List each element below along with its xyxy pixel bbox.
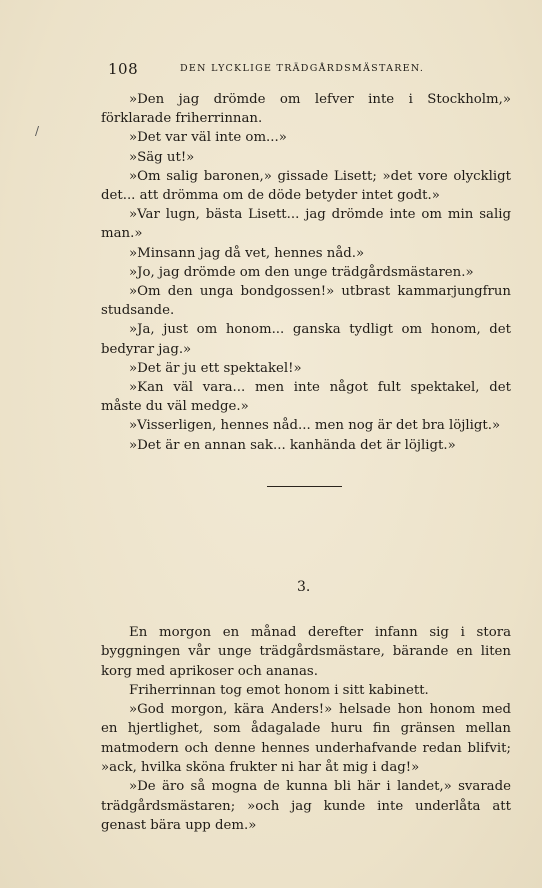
page-number: 108 — [108, 60, 139, 78]
margin-pencil-mark: / — [35, 124, 40, 138]
paragraph: Friherrinnan tog emot honom i sitt kabinett. — [129, 682, 429, 698]
dialogue-text — [101, 90, 511, 455]
paragraph: »Säg ut!» — [129, 149, 195, 165]
paragraph: »Visserligen, hennes nåd... men nog är det bra löjligt.» — [129, 418, 501, 434]
section-number: 3. — [297, 579, 311, 595]
paragraph: En morgon en månad derefter infann sig i stora byggningen vår unge trädgårdsmästare, bärande en liten korg med aprikoser och ananas. — [101, 625, 511, 679]
paragraph: »Det är ju ett spektakel!» — [129, 360, 302, 376]
section-divider — [267, 486, 342, 487]
paragraph: »Ja, just om honom... ganska tydligt om honom, det bedyrar jag.» — [101, 322, 511, 357]
paragraph: »Minsann jag då vet, hennes nåd.» — [129, 245, 365, 261]
paragraph: »Den jag drömde om lefver inte i Stockholm,» förklarade friherrinnan. — [101, 92, 511, 127]
section-text — [101, 623, 511, 835]
paragraph: »God morgon, kära Anders!» helsade hon honom med en hjertlighet, som ådagalade huru fin gränsen mellan matmodern och denne hennes underhafvande redan blifvit; »ack, hvilka sköna frukter ni har åt mig i dag!» — [101, 702, 511, 776]
running-title: DEN LYCKLIGE TRÄDGÅRDSMÄSTAREN. — [180, 63, 425, 74]
paragraph: »De äro så mogna de kunna bli här i landet,» svarade trädgårdsmästaren; »och jag kunde inte underlåta att genast bära upp dem.» — [101, 779, 511, 833]
paragraph: »Om salig baronen,» gissade Lisett; »det vore olyckligt det... att drömma om de döde betyder intet godt.» — [101, 168, 511, 204]
paragraph: »Var lugn, bästa Lisett... jag drömde inte om min salig man.» — [101, 207, 511, 242]
paragraph: »Om den unga bondgossen!» utbrast kammarjungfrun studsande. — [101, 284, 511, 319]
paragraph: »Kan väl vara... men inte något fult spektakel, det måste du väl medge.» — [101, 380, 511, 415]
paragraph: »Det var väl inte om...» — [129, 130, 287, 146]
paragraph: »Jo, jag drömde om den unge trädgårdsmästaren.» — [129, 264, 474, 280]
paragraph: »Det är en annan sak... kanhända det är löjligt.» — [129, 437, 456, 453]
